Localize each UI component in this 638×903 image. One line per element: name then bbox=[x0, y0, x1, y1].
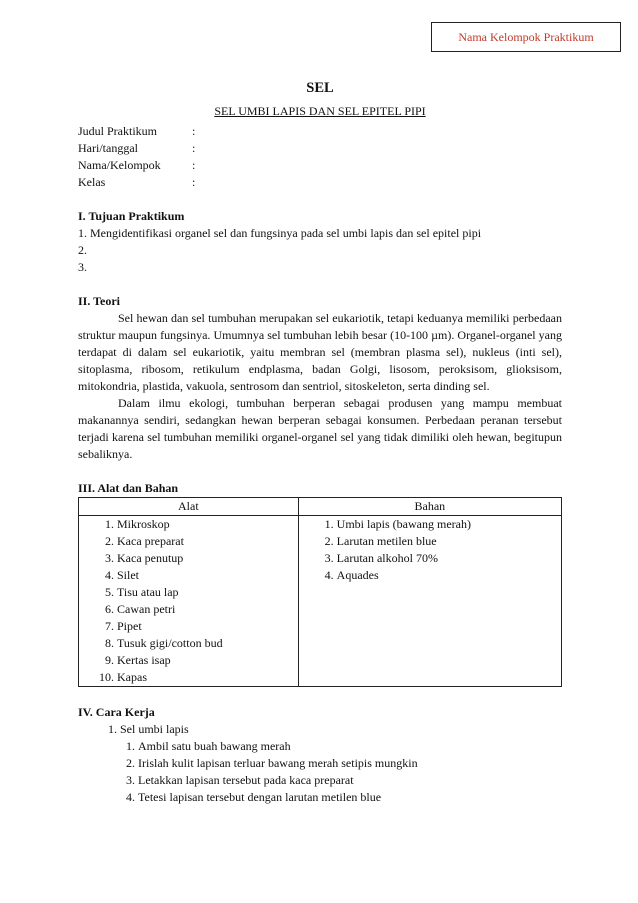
document-subtitle: SEL UMBI LAPIS DAN SEL EPITEL PIPI bbox=[214, 104, 426, 118]
document-title: SEL bbox=[306, 80, 334, 96]
column-header-alat: Alat bbox=[79, 498, 299, 516]
list-item: 2. Irislah kulit lapisan terluar bawang merah setipis mungkin bbox=[138, 755, 562, 772]
meta-separator: : bbox=[192, 141, 196, 155]
section-teori bbox=[78, 293, 562, 463]
alat-cell bbox=[79, 516, 299, 687]
list-item: 1. Umbi lapis (bawang merah) bbox=[337, 516, 561, 533]
list-item: 1. Mikroskop bbox=[117, 516, 298, 533]
meta-separator: : bbox=[192, 175, 196, 189]
group-name-label: Nama Kelompok Praktikum bbox=[458, 29, 594, 44]
list-item: 9. Kertas isap bbox=[117, 652, 298, 669]
document-page bbox=[78, 78, 562, 804]
meta-label: Nama/Kelompok bbox=[78, 158, 161, 172]
step-label: Sel umbi lapis bbox=[120, 722, 189, 736]
section-tujuan bbox=[78, 208, 562, 276]
list-item: 5. Tisu atau lap bbox=[117, 584, 298, 601]
list-item: 10. Kapas bbox=[117, 669, 298, 686]
meta-row bbox=[78, 157, 562, 174]
section-heading: I. Tujuan Praktikum bbox=[78, 209, 185, 223]
meta-row bbox=[78, 123, 562, 140]
meta-fields bbox=[78, 123, 562, 191]
meta-separator: : bbox=[192, 124, 196, 138]
list-item: 7. Pipet bbox=[117, 618, 298, 635]
section-cara-kerja bbox=[78, 704, 562, 804]
bahan-list bbox=[299, 516, 561, 584]
meta-label: Judul Praktikum bbox=[78, 124, 158, 138]
meta-row bbox=[78, 140, 562, 157]
list-item: 4. Aquades bbox=[337, 567, 561, 584]
list-item: 3. Letakkan lapisan tersebut pada kaca preparat bbox=[138, 772, 562, 789]
section-heading: IV. Cara Kerja bbox=[78, 705, 155, 719]
list-item: 2. bbox=[78, 243, 87, 257]
paragraph: Sel hewan dan sel tumbuhan merupakan sel eukariotik, tetapi keduanya memiliki perbedaan struktur maupun fungsinya. Umumnya sel tumbuhan lebih besar (10-100 µm). Organel-organel yang terdapat di dalam sel eukariotik, yaitu membran sel (membran plasma sel), nukleus (inti sel), sitoplasma, ribosom, retikulum endplasma, badan Golgi, lisosom, peroksisom, glioksisom, mitokondria, plastida, vakuola, sentrosom dan sentriol, sitoskeleton, serta dinding sel. bbox=[78, 311, 562, 393]
list-item: 1. Ambil satu buah bawang merah bbox=[138, 738, 562, 755]
meta-separator: : bbox=[192, 158, 196, 172]
list-item: 4. Silet bbox=[117, 567, 298, 584]
list-item: 6. Cawan petri bbox=[117, 601, 298, 618]
list-item: 3. bbox=[78, 260, 87, 274]
alat-list bbox=[79, 516, 298, 686]
alat-bahan-table bbox=[78, 497, 562, 687]
meta-row bbox=[78, 174, 562, 191]
list-item: 2. Larutan metilen blue bbox=[337, 533, 561, 550]
bahan-cell bbox=[298, 516, 561, 687]
meta-label: Kelas bbox=[78, 175, 106, 189]
column-header-bahan: Bahan bbox=[298, 498, 561, 516]
steps-list bbox=[78, 721, 562, 804]
list-item: 8. Tusuk gigi/cotton bud bbox=[117, 635, 298, 652]
meta-label: Hari/tanggal bbox=[78, 141, 138, 155]
list-item: 3. Larutan alkohol 70% bbox=[337, 550, 561, 567]
list-item: 3. Kaca penutup bbox=[117, 550, 298, 567]
paragraph: Dalam ilmu ekologi, tumbuhan berperan sebagai produsen yang mampu membuat makanannya sendiri, sedangkan hewan berperan sebagai konsumen. Perbedaan peranan tersebut terjadi karena sel tumbuhan memiliki organel-organel sel yang tidak dimiliki oleh hewan, begitupun sebaliknya. bbox=[78, 396, 562, 461]
section-heading: III. Alat dan Bahan bbox=[78, 481, 179, 495]
step-item bbox=[120, 721, 562, 804]
section-alat-bahan bbox=[78, 480, 562, 687]
list-item: 2. Kaca preparat bbox=[117, 533, 298, 550]
substeps-list bbox=[120, 738, 562, 806]
list-item: 1. Mengidentifikasi organel sel dan fungsinya pada sel umbi lapis dan sel epitel pipi bbox=[78, 226, 482, 240]
group-name-box bbox=[431, 22, 621, 52]
section-heading: II. Teori bbox=[78, 294, 121, 308]
list-item: 4. Tetesi lapisan tersebut dengan larutan metilen blue bbox=[138, 789, 562, 806]
